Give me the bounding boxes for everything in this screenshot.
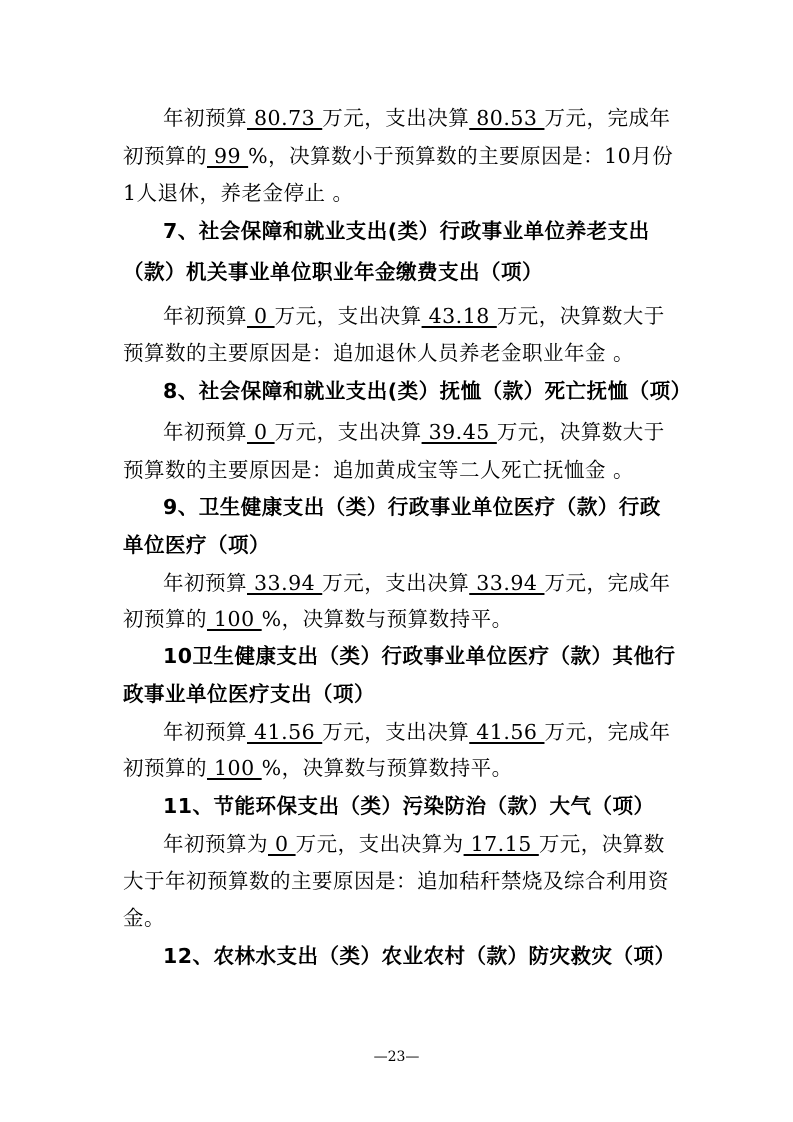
text: 初预算的 <box>123 144 207 168</box>
budget-value: 33.94 <box>247 571 323 595</box>
text: %，决算数与预算数持平。 <box>261 756 513 780</box>
paragraph-6-line-1 <box>163 100 675 136</box>
text: 预算数的主要原因是：追加黄成宝等二人死亡抚恤金 。 <box>123 458 635 482</box>
text: 年初预算 <box>163 304 247 328</box>
text: 万元，支出决算 <box>322 571 470 595</box>
paragraph-7-line-1 <box>163 298 675 334</box>
text: 年初预算 <box>163 720 247 744</box>
paragraph-7-line-2 <box>123 335 675 371</box>
text: 年初预算 <box>163 571 247 595</box>
heading-9-line-1: 9、卫生健康支出（类）行政事业单位医疗（款）行政 <box>163 495 661 519</box>
text: 万元，支出决算为 <box>295 832 464 856</box>
heading-10-line-2: 政事业单位医疗支出（项） <box>123 682 375 706</box>
text: 预算数的主要原因是：追加退休人员养老金职业年金 。 <box>123 341 635 365</box>
heading-7-line-2: （款）机关事业单位职业年金缴费支出（项） <box>123 260 543 284</box>
budget-value: 0 <box>247 420 275 444</box>
paragraph-10-line-1 <box>163 714 675 750</box>
text: %，决算数小于预算数的主要原因是：10月份 <box>248 144 674 168</box>
completion-rate: 100 <box>207 607 262 631</box>
text: 万元，支出决算 <box>322 720 470 744</box>
text: 年初预算为 <box>163 832 268 856</box>
completion-rate: 99 <box>207 144 249 168</box>
heading-10-line-1: 10卫生健康支出（类）行政事业单位医疗（款）其他行 <box>163 644 676 668</box>
heading-8-line-1: 8、社会保障和就业支出(类）抚恤（款）死亡抚恤（项） <box>163 379 692 403</box>
page-number: —23— <box>373 1049 420 1065</box>
text: 金。 <box>123 906 165 930</box>
paragraph-9-line-2 <box>123 601 675 637</box>
text: 万元，完成年 <box>544 571 671 595</box>
budget-value: 0 <box>247 304 275 328</box>
text: 万元，支出决算 <box>322 106 470 130</box>
text: 万元，完成年 <box>544 106 671 130</box>
budget-value: 0 <box>268 832 296 856</box>
text: 万元，支出决算 <box>274 304 422 328</box>
text: 年初预算 <box>163 420 247 444</box>
heading-7-line-1: 7、社会保障和就业支出(类）行政事业单位养老支出 <box>163 219 650 243</box>
text: 万元，决算数大于 <box>496 420 665 444</box>
final-value: 33.94 <box>469 571 545 595</box>
paragraph-11-line-2 <box>123 863 675 899</box>
text: 1人退休，养老金停止 。 <box>123 181 354 205</box>
paragraph-8-line-2 <box>123 452 675 488</box>
budget-value: 41.56 <box>247 720 323 744</box>
heading-12-line-1: 12、农林水支出（类）农业农村（款）防灾救灾（项） <box>163 944 676 968</box>
text: 年初预算 <box>163 106 247 130</box>
final-value: 41.56 <box>469 720 545 744</box>
heading-11-line-1: 11、节能环保支出（类）污染防治（款）大气（项） <box>163 794 655 818</box>
paragraph-11-line-1 <box>163 826 675 862</box>
text: 大于年初预算数的主要原因是：追加秸秆禁烧及综合利用资 <box>123 869 669 893</box>
text: 万元，完成年 <box>544 720 671 744</box>
heading-9-line-2: 单位医疗（项） <box>123 533 270 557</box>
paragraph-10-line-2 <box>123 750 675 786</box>
text: 初预算的 <box>123 607 207 631</box>
completion-rate: 100 <box>207 756 262 780</box>
text: 万元，决算数 <box>538 832 665 856</box>
paragraph-11-line-3 <box>123 900 675 936</box>
paragraph-6-line-2 <box>123 138 675 174</box>
paragraph-6-line-3 <box>123 175 675 211</box>
text: %，决算数与预算数持平。 <box>261 607 513 631</box>
text: 万元，支出决算 <box>274 420 422 444</box>
final-value: 80.53 <box>469 106 545 130</box>
final-value: 39.45 <box>421 420 497 444</box>
text: 初预算的 <box>123 756 207 780</box>
paragraph-8-line-1 <box>163 414 675 450</box>
paragraph-9-line-1 <box>163 565 675 601</box>
final-value: 43.18 <box>421 304 497 328</box>
final-value: 17.15 <box>463 832 539 856</box>
budget-value: 80.73 <box>247 106 323 130</box>
text: 万元，决算数大于 <box>496 304 665 328</box>
